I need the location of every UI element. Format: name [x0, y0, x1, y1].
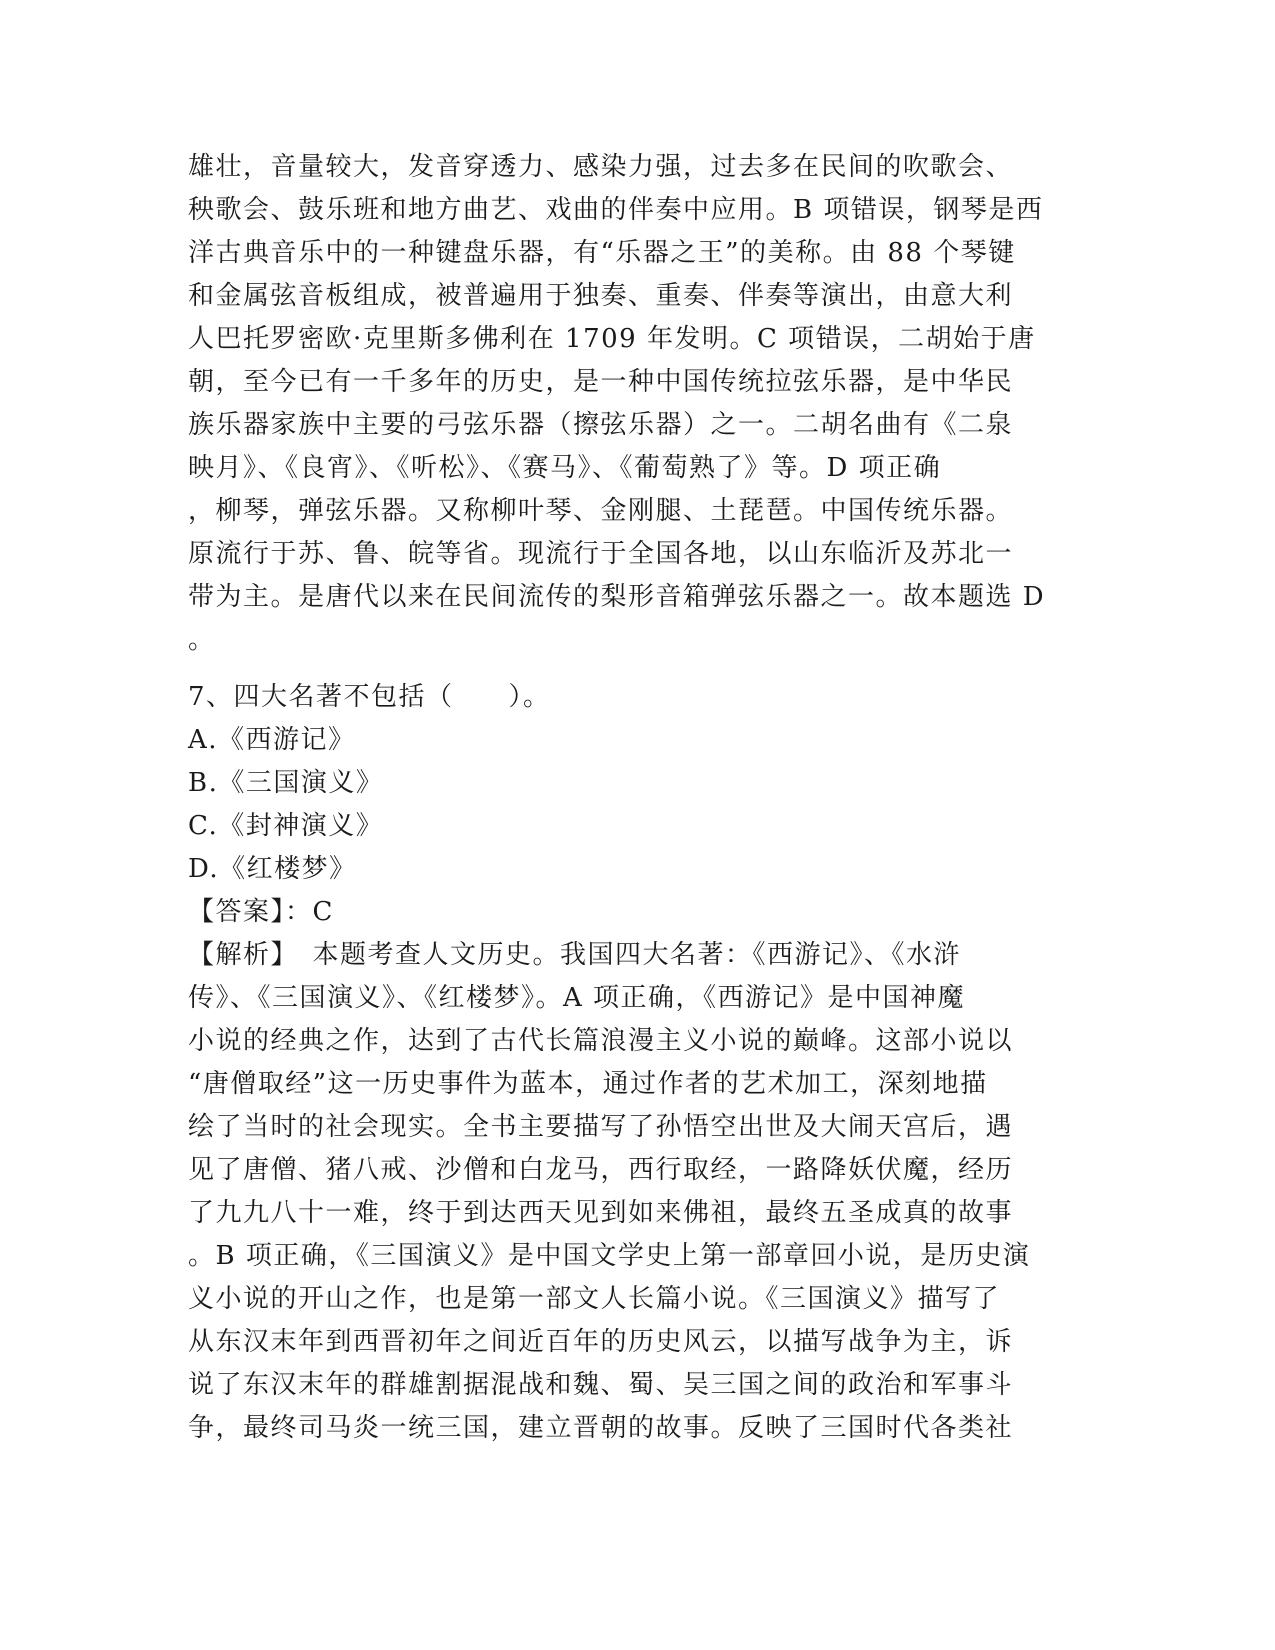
analysis-line: 了九九八十一难，终于到达西天见到如来佛祖，最终五圣成真的故事 [188, 1198, 1014, 1228]
option-a: A.《西游记》 [188, 725, 356, 755]
document-body [188, 146, 1088, 1450]
prior-analysis-continuation [188, 146, 1088, 662]
question-7 [188, 676, 1088, 934]
analysis-line: 见了唐僧、猪八戒、沙僧和白龙马，西行取经，一路降妖伏魔，经历 [188, 1155, 1014, 1185]
analysis-line: 。B 项正确，《三国演义》是中国文学史上第一部章回小说，是历史演 [188, 1241, 1031, 1271]
text-line: 雄壮，音量较大，发音穿透力、感染力强，过去多在民间的吹歌会、 [188, 152, 1014, 182]
text-line: 带为主。是唐代以来在民间流传的梨形音箱弹弦乐器之一。故本题选 D [188, 582, 1046, 612]
text-line: 原流行于苏、鲁、皖等省。现流行于全国各地，以山东临沂及苏北一 [188, 539, 1014, 569]
text-line: 人巴托罗密欧·克里斯多佛利在 1709 年发明。C 项错误，二胡始于唐 [188, 324, 1036, 354]
analysis-line: 从东汉末年到西晋初年之间近百年的历史风云，以描写战争为主，诉 [188, 1327, 1014, 1357]
question-stem: 7、四大名著不包括（ ）。 [188, 682, 551, 712]
text-line: 映月》、《良宵》、《听松》、《赛马》、《葡萄熟了》等。D 项正确 [188, 453, 942, 483]
option-c: C.《封神演义》 [188, 811, 384, 841]
option-d: D.《红楼梦》 [188, 854, 357, 884]
text-line: 。 [188, 625, 216, 655]
answer-line: 【答案】：C [188, 897, 334, 927]
analysis-line: 绘了当时的社会现实。全书主要描写了孙悟空出世及大闹天宫后，遇 [188, 1112, 1014, 1142]
analysis-line: 传》、《三国演义》、《红楼梦》。A 项正确，《西游记》是中国神魔 [188, 983, 966, 1013]
text-line: 洋古典音乐中的一种键盘乐器，有“乐器之王”的美称。由 88 个琴键 [188, 238, 1016, 268]
analysis-line: 【解析】 本题考查人文历史。我国四大名著：《西游记》、《水浒 [188, 940, 962, 970]
text-line: 族乐器家族中主要的弓弦乐器（擦弦乐器）之一。二胡名曲有《二泉 [188, 410, 1014, 440]
analysis-line: 说了东汉末年的群雄割据混战和魏、蜀、吴三国之间的政治和军事斗 [188, 1370, 1014, 1400]
text-line: ，柳琴，弹弦乐器。又称柳叶琴、金刚腿、土琵琶。中国传统乐器。 [188, 496, 1014, 526]
analysis-block [188, 934, 1088, 1450]
text-line: 和金属弦音板组成，被普遍用于独奏、重奏、伴奏等演出，由意大利 [188, 281, 1014, 311]
analysis-line: 小说的经典之作，达到了古代长篇浪漫主义小说的巅峰。这部小说以 [188, 1026, 1014, 1056]
paragraph-gap [188, 662, 1088, 676]
analysis-line: 义小说的开山之作，也是第一部文人长篇小说。《三国演义》描写了 [188, 1284, 1001, 1314]
text-line: 朝，至今已有一千多年的历史，是一种中国传统拉弦乐器，是中华民 [188, 367, 1014, 397]
text-line: 秧歌会、鼓乐班和地方曲艺、戏曲的伴奏中应用。B 项错误，钢琴是西 [188, 195, 1044, 225]
analysis-line: 争，最终司马炎一统三国，建立晋朝的故事。反映了三国时代各类社 [188, 1413, 1014, 1443]
analysis-line: “唐僧取经”这一历史事件为蓝本，通过作者的艺术加工，深刻地描 [188, 1069, 988, 1099]
option-b: B.《三国演义》 [188, 768, 384, 798]
